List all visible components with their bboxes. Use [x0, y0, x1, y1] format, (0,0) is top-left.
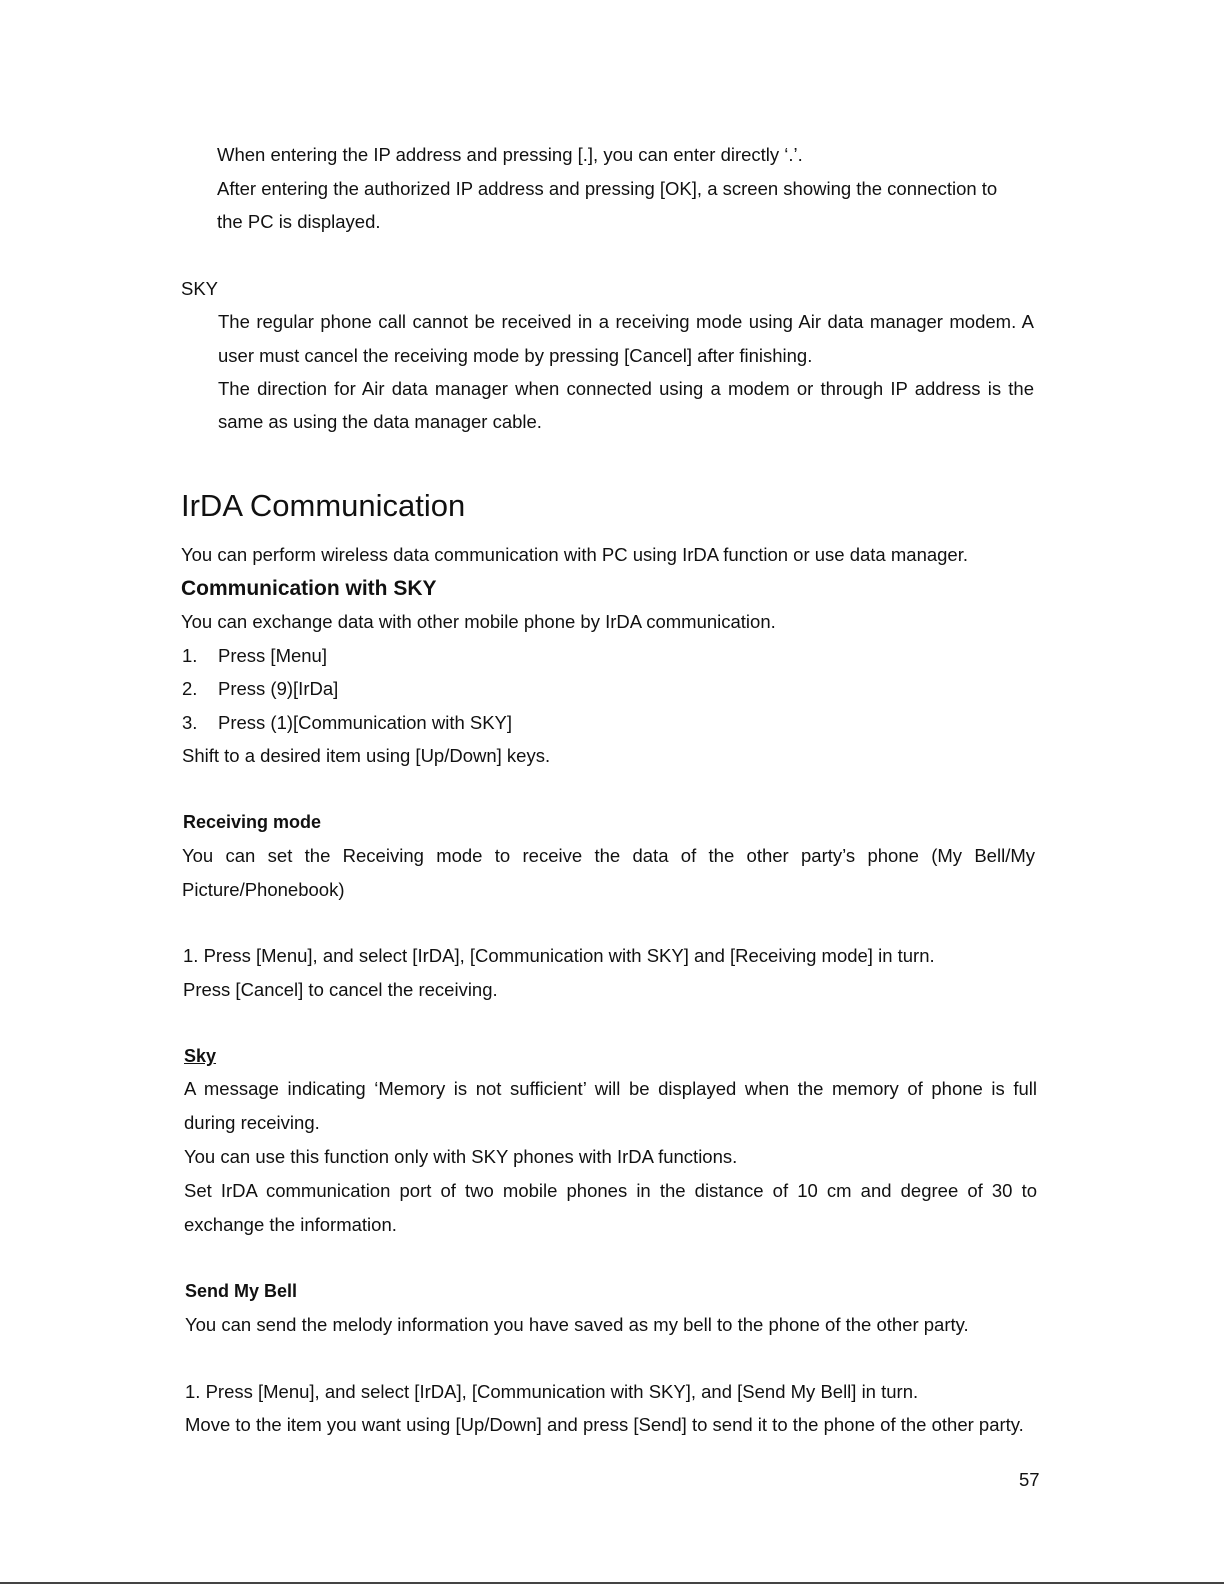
- comm-sky-heading: Communication with SKY: [181, 577, 437, 600]
- sky-heading: Sky: [184, 1046, 217, 1066]
- step-number: 3.: [182, 712, 198, 733]
- step-number: 2.: [182, 678, 198, 699]
- receiving-step: 1. Press [Menu], and select [IrDA], [Communication with SKY] and [Receiving mode] in turn.: [183, 945, 935, 966]
- intro-line-1: When entering the IP address and pressing [.], you can enter directly ‘.’.: [217, 144, 803, 165]
- step-item-3: [182, 714, 512, 733]
- sky-note-line-1: The regular phone call cannot be received in a receiving mode using Air data manager modem. A: [218, 311, 1034, 332]
- receiving-line-1: You can set the Receiving mode to receive the data of the other party’s phone (My Bell/My: [182, 845, 1035, 866]
- sky-note-line-3: The direction for Air data manager when connected using a modem or through IP address is the: [218, 378, 1034, 399]
- send-bell-intro: You can send the melody information you have saved as my bell to the phone of the other party.: [185, 1314, 969, 1335]
- receiving-cancel: Press [Cancel] to cancel the receiving.: [183, 979, 498, 1000]
- sky-line-2: during receiving.: [184, 1112, 320, 1133]
- intro-line-2: After entering the authorized IP address and pressing [OK], a screen showing the connection to: [217, 178, 998, 199]
- receiving-line-2: Picture/Phonebook): [182, 879, 345, 900]
- sky-line-5: exchange the information.: [184, 1214, 397, 1235]
- step-text: Press (9)[IrDa]: [218, 678, 339, 699]
- step-item-2: [182, 680, 338, 699]
- irda-heading: IrDA Communication: [181, 488, 466, 523]
- step-item-1: [182, 647, 327, 666]
- sky-line-3: You can use this function only with SKY phones with IrDA functions.: [184, 1146, 738, 1167]
- receiving-heading: Receiving mode: [183, 812, 322, 832]
- shift-instruction: Shift to a desired item using [Up/Down] keys.: [182, 745, 551, 766]
- send-bell-move: Move to the item you want using [Up/Down] and press [Send] to send it to the phone of the other party.: [185, 1414, 1024, 1435]
- step-text: Press [Menu]: [218, 645, 327, 666]
- sky-line-1: A message indicating ‘Memory is not sufficient’ will be displayed when the memory of phone is full: [184, 1078, 1037, 1099]
- sky-note-line-4: same as using the data manager cable.: [218, 411, 542, 432]
- sky-note-line-2: user must cancel the receiving mode by pressing [Cancel] after finishing.: [218, 345, 813, 366]
- sky-line-4: Set IrDA communication port of two mobile phones in the distance of 10 cm and degree of 30 to: [184, 1180, 1037, 1201]
- step-text: Press (1)[Communication with SKY]: [218, 712, 513, 733]
- intro-line-3: the PC is displayed.: [217, 211, 381, 232]
- page-number: 57: [1019, 1469, 1040, 1490]
- comm-sky-intro: You can exchange data with other mobile phone by IrDA communication.: [181, 611, 776, 632]
- sky-note-label: SKY: [181, 278, 219, 299]
- send-bell-heading: Send My Bell: [185, 1281, 298, 1301]
- send-bell-step: 1. Press [Menu], and select [IrDA], [Communication with SKY], and [Send My Bell] in turn.: [185, 1381, 919, 1402]
- irda-intro: You can perform wireless data communication with PC using IrDA function or use data manager.: [181, 544, 968, 565]
- step-number: 1.: [182, 645, 198, 666]
